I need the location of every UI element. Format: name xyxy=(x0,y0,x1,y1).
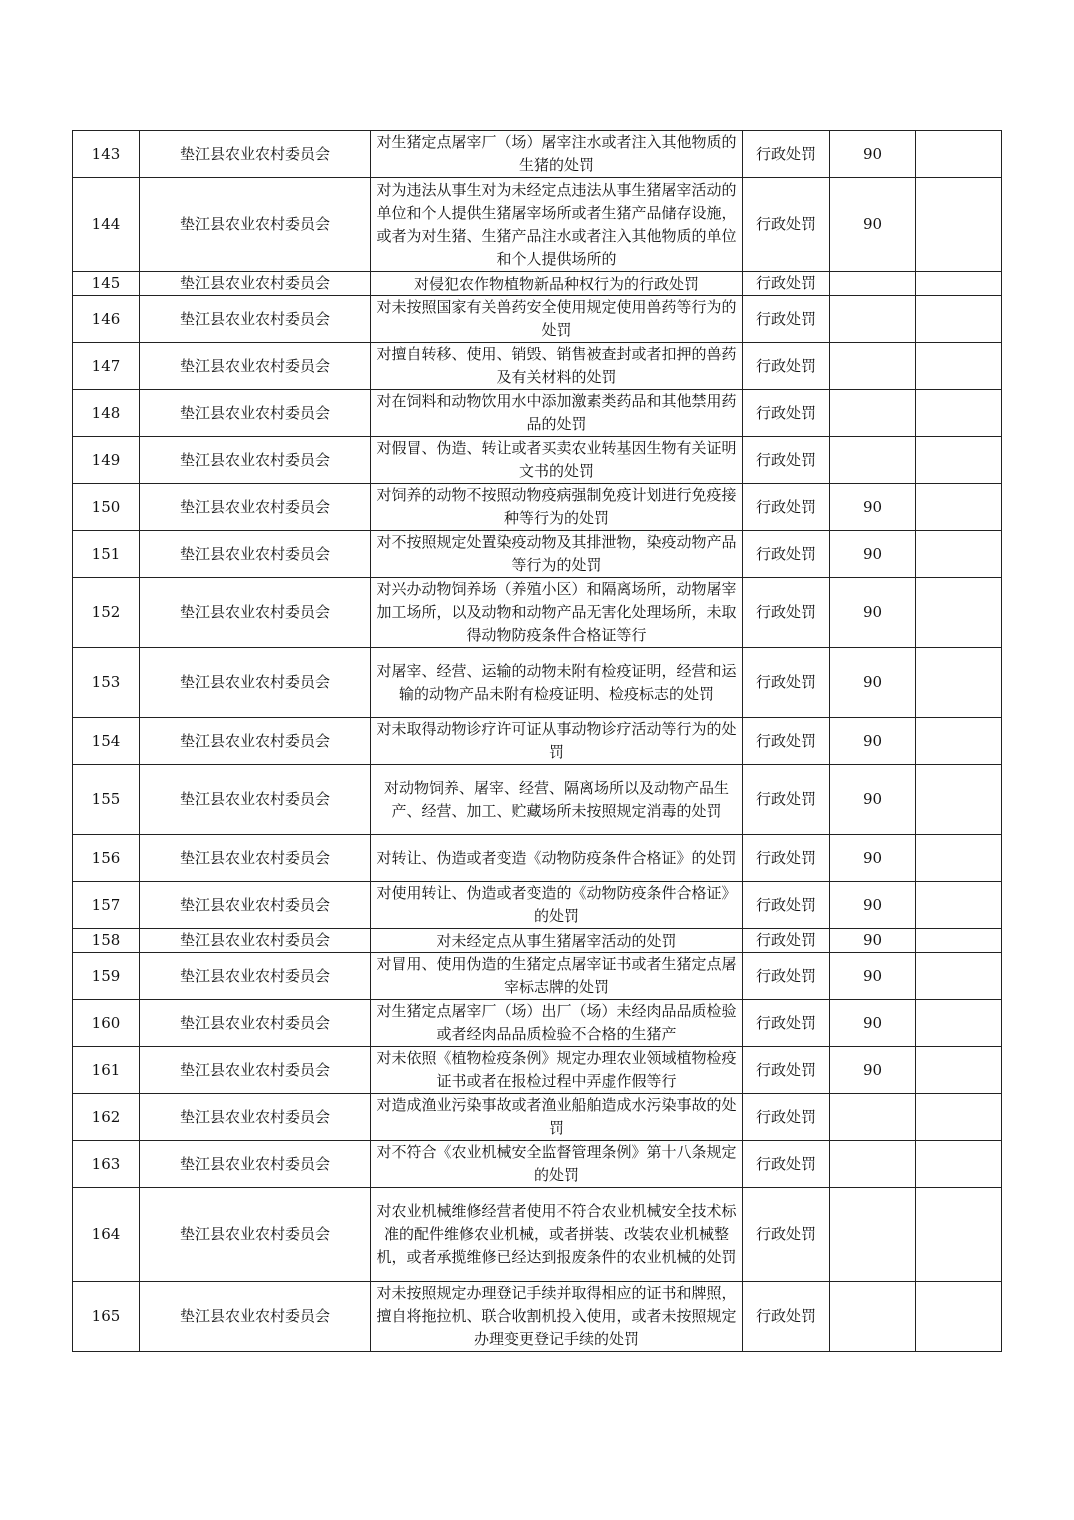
item-type: 行政处罚 xyxy=(743,1188,830,1282)
time-limit xyxy=(830,1188,916,1282)
table-row xyxy=(73,718,1002,765)
time-limit: 90 xyxy=(830,484,916,531)
item-type: 行政处罚 xyxy=(743,1094,830,1141)
table-row xyxy=(73,765,1002,835)
item-type: 行政处罚 xyxy=(743,1282,830,1352)
row-number: 163 xyxy=(73,1141,140,1188)
item-type: 行政处罚 xyxy=(743,131,830,178)
row-number: 162 xyxy=(73,1094,140,1141)
item-type: 行政处罚 xyxy=(743,484,830,531)
row-number: 161 xyxy=(73,1047,140,1094)
department-name: 垫江县农业农村委员会 xyxy=(140,765,371,835)
item-description: 对造成渔业污染事故或者渔业船舶造成水污染事故的处罚 xyxy=(371,1094,743,1141)
remark xyxy=(916,1188,1002,1282)
department-name: 垫江县农业农村委员会 xyxy=(140,390,371,437)
time-limit xyxy=(830,343,916,390)
remark xyxy=(916,648,1002,718)
table-row xyxy=(73,929,1002,953)
department-name: 垫江县农业农村委员会 xyxy=(140,178,371,272)
item-type: 行政处罚 xyxy=(743,953,830,1000)
row-number: 143 xyxy=(73,131,140,178)
time-limit: 90 xyxy=(830,578,916,648)
table-row xyxy=(73,578,1002,648)
department-name: 垫江县农业农村委员会 xyxy=(140,578,371,648)
item-type: 行政处罚 xyxy=(743,648,830,718)
item-type: 行政处罚 xyxy=(743,765,830,835)
enforcement-items-table xyxy=(72,130,1002,1352)
department-name: 垫江县农业农村委员会 xyxy=(140,648,371,718)
remark xyxy=(916,835,1002,882)
row-number: 152 xyxy=(73,578,140,648)
remark xyxy=(916,1141,1002,1188)
department-name: 垫江县农业农村委员会 xyxy=(140,131,371,178)
remark xyxy=(916,1047,1002,1094)
item-description: 对屠宰、经营、运输的动物未附有检疫证明，经营和运输的动物产品未附有检疫证明、检疫标志的处罚 xyxy=(371,648,743,718)
row-number: 155 xyxy=(73,765,140,835)
table-body xyxy=(73,131,1002,1352)
item-type: 行政处罚 xyxy=(743,272,830,296)
row-number: 157 xyxy=(73,882,140,929)
row-number: 145 xyxy=(73,272,140,296)
department-name: 垫江县农业农村委员会 xyxy=(140,437,371,484)
time-limit xyxy=(830,1094,916,1141)
item-description: 对使用转让、伪造或者变造的《动物防疫条件合格证》的处罚 xyxy=(371,882,743,929)
table-row xyxy=(73,835,1002,882)
table-row xyxy=(73,437,1002,484)
department-name: 垫江县农业农村委员会 xyxy=(140,1000,371,1047)
remark xyxy=(916,272,1002,296)
remark xyxy=(916,484,1002,531)
row-number: 165 xyxy=(73,1282,140,1352)
remark xyxy=(916,765,1002,835)
table-row xyxy=(73,390,1002,437)
table-row xyxy=(73,1094,1002,1141)
remark xyxy=(916,882,1002,929)
row-number: 150 xyxy=(73,484,140,531)
table-row xyxy=(73,648,1002,718)
remark xyxy=(916,578,1002,648)
item-description: 对动物饲养、屠宰、经营、隔离场所以及动物产品生产、经营、加工、贮藏场所未按照规定消毒的处罚 xyxy=(371,765,743,835)
remark xyxy=(916,1282,1002,1352)
time-limit xyxy=(830,296,916,343)
item-type: 行政处罚 xyxy=(743,296,830,343)
time-limit xyxy=(830,272,916,296)
time-limit xyxy=(830,390,916,437)
item-type: 行政处罚 xyxy=(743,531,830,578)
department-name: 垫江县农业农村委员会 xyxy=(140,718,371,765)
department-name: 垫江县农业农村委员会 xyxy=(140,1094,371,1141)
time-limit: 90 xyxy=(830,648,916,718)
item-description: 对未按照国家有关兽药安全使用规定使用兽药等行为的处罚 xyxy=(371,296,743,343)
row-number: 147 xyxy=(73,343,140,390)
item-description: 对转让、伪造或者变造《动物防疫条件合格证》的处罚 xyxy=(371,835,743,882)
table-row xyxy=(73,1141,1002,1188)
remark xyxy=(916,1000,1002,1047)
table-row xyxy=(73,272,1002,296)
table-row xyxy=(73,1282,1002,1352)
item-description: 对兴办动物饲养场（养殖小区）和隔离场所，动物屠宰加工场所，以及动物和动物产品无害化处理场所，未取得动物防疫条件合格证等行 xyxy=(371,578,743,648)
row-number: 158 xyxy=(73,929,140,953)
table-row xyxy=(73,343,1002,390)
item-type: 行政处罚 xyxy=(743,390,830,437)
item-description: 对农业机械维修经营者使用不符合农业机械安全技术标准的配件维修农业机械，或者拼装、改装农业机械整机，或者承揽维修已经达到报废条件的农业机械的处罚 xyxy=(371,1188,743,1282)
table-row xyxy=(73,484,1002,531)
department-name: 垫江县农业农村委员会 xyxy=(140,1188,371,1282)
row-number: 159 xyxy=(73,953,140,1000)
row-number: 153 xyxy=(73,648,140,718)
department-name: 垫江县农业农村委员会 xyxy=(140,1141,371,1188)
item-description: 对未经定点从事生猪屠宰活动的处罚 xyxy=(371,929,743,953)
remark xyxy=(916,929,1002,953)
table-row xyxy=(73,131,1002,178)
item-description: 对生猪定点屠宰厂（场）出厂（场）未经肉品品质检验或者经肉品品质检验不合格的生猪产 xyxy=(371,1000,743,1047)
time-limit: 90 xyxy=(830,178,916,272)
department-name: 垫江县农业农村委员会 xyxy=(140,882,371,929)
item-description: 对冒用、使用伪造的生猪定点屠宰证书或者生猪定点屠宰标志牌的处罚 xyxy=(371,953,743,1000)
row-number: 146 xyxy=(73,296,140,343)
row-number: 144 xyxy=(73,178,140,272)
remark xyxy=(916,953,1002,1000)
item-type: 行政处罚 xyxy=(743,835,830,882)
table-row xyxy=(73,296,1002,343)
item-type: 行政处罚 xyxy=(743,1047,830,1094)
department-name: 垫江县农业农村委员会 xyxy=(140,343,371,390)
item-description: 对在饲料和动物饮用水中添加激素类药品和其他禁用药品的处罚 xyxy=(371,390,743,437)
time-limit: 90 xyxy=(830,1000,916,1047)
time-limit: 90 xyxy=(830,1047,916,1094)
department-name: 垫江县农业农村委员会 xyxy=(140,929,371,953)
time-limit: 90 xyxy=(830,953,916,1000)
item-description: 对擅自转移、使用、销毁、销售被查封或者扣押的兽药及有关材料的处罚 xyxy=(371,343,743,390)
department-name: 垫江县农业农村委员会 xyxy=(140,484,371,531)
time-limit: 90 xyxy=(830,718,916,765)
item-type: 行政处罚 xyxy=(743,1000,830,1047)
item-description: 对未依照《植物检疫条例》规定办理农业领域植物检疫证书或者在报检过程中弄虚作假等行 xyxy=(371,1047,743,1094)
department-name: 垫江县农业农村委员会 xyxy=(140,531,371,578)
department-name: 垫江县农业农村委员会 xyxy=(140,835,371,882)
remark xyxy=(916,343,1002,390)
time-limit: 90 xyxy=(830,929,916,953)
row-number: 160 xyxy=(73,1000,140,1047)
time-limit: 90 xyxy=(830,765,916,835)
table-row xyxy=(73,531,1002,578)
item-type: 行政处罚 xyxy=(743,882,830,929)
item-type: 行政处罚 xyxy=(743,578,830,648)
remark xyxy=(916,718,1002,765)
time-limit xyxy=(830,1141,916,1188)
item-description: 对未取得动物诊疗许可证从事动物诊疗活动等行为的处罚 xyxy=(371,718,743,765)
row-number: 151 xyxy=(73,531,140,578)
row-number: 148 xyxy=(73,390,140,437)
item-type: 行政处罚 xyxy=(743,718,830,765)
item-type: 行政处罚 xyxy=(743,929,830,953)
item-description: 对侵犯农作物植物新品种权行为的行政处罚 xyxy=(371,272,743,296)
remark xyxy=(916,296,1002,343)
remark xyxy=(916,390,1002,437)
time-limit: 90 xyxy=(830,835,916,882)
table-row xyxy=(73,178,1002,272)
row-number: 164 xyxy=(73,1188,140,1282)
item-description: 对饲养的动物不按照动物疫病强制免疫计划进行免疫接种等行为的处罚 xyxy=(371,484,743,531)
remark xyxy=(916,131,1002,178)
remark xyxy=(916,437,1002,484)
department-name: 垫江县农业农村委员会 xyxy=(140,953,371,1000)
item-description: 对不按照规定处置染疫动物及其排泄物，染疫动物产品等行为的处罚 xyxy=(371,531,743,578)
table-row xyxy=(73,882,1002,929)
department-name: 垫江县农业农村委员会 xyxy=(140,1282,371,1352)
time-limit: 90 xyxy=(830,531,916,578)
item-description: 对为违法从事生对为未经定点违法从事生猪屠宰活动的单位和个人提供生猪屠宰场所或者生猪产品储存设施，或者为对生猪、生猪产品注水或者注入其他物质的单位和个人提供场所的 xyxy=(371,178,743,272)
item-type: 行政处罚 xyxy=(743,178,830,272)
item-description: 对不符合《农业机械安全监督管理条例》第十八条规定的处罚 xyxy=(371,1141,743,1188)
department-name: 垫江县农业农村委员会 xyxy=(140,272,371,296)
item-type: 行政处罚 xyxy=(743,343,830,390)
department-name: 垫江县农业农村委员会 xyxy=(140,296,371,343)
row-number: 156 xyxy=(73,835,140,882)
row-number: 149 xyxy=(73,437,140,484)
remark xyxy=(916,531,1002,578)
item-type: 行政处罚 xyxy=(743,1141,830,1188)
time-limit xyxy=(830,1282,916,1352)
item-type: 行政处罚 xyxy=(743,437,830,484)
table-row xyxy=(73,953,1002,1000)
remark xyxy=(916,178,1002,272)
time-limit xyxy=(830,437,916,484)
time-limit: 90 xyxy=(830,131,916,178)
time-limit: 90 xyxy=(830,882,916,929)
item-description: 对生猪定点屠宰厂（场）屠宰注水或者注入其他物质的生猪的处罚 xyxy=(371,131,743,178)
department-name: 垫江县农业农村委员会 xyxy=(140,1047,371,1094)
remark xyxy=(916,1094,1002,1141)
item-description: 对未按照规定办理登记手续并取得相应的证书和牌照，擅自将拖拉机、联合收割机投入使用，或者未按照规定办理变更登记手续的处罚 xyxy=(371,1282,743,1352)
item-description: 对假冒、伪造、转让或者买卖农业转基因生物有关证明文书的处罚 xyxy=(371,437,743,484)
row-number: 154 xyxy=(73,718,140,765)
table-row xyxy=(73,1047,1002,1094)
table-row xyxy=(73,1188,1002,1282)
table-row xyxy=(73,1000,1002,1047)
